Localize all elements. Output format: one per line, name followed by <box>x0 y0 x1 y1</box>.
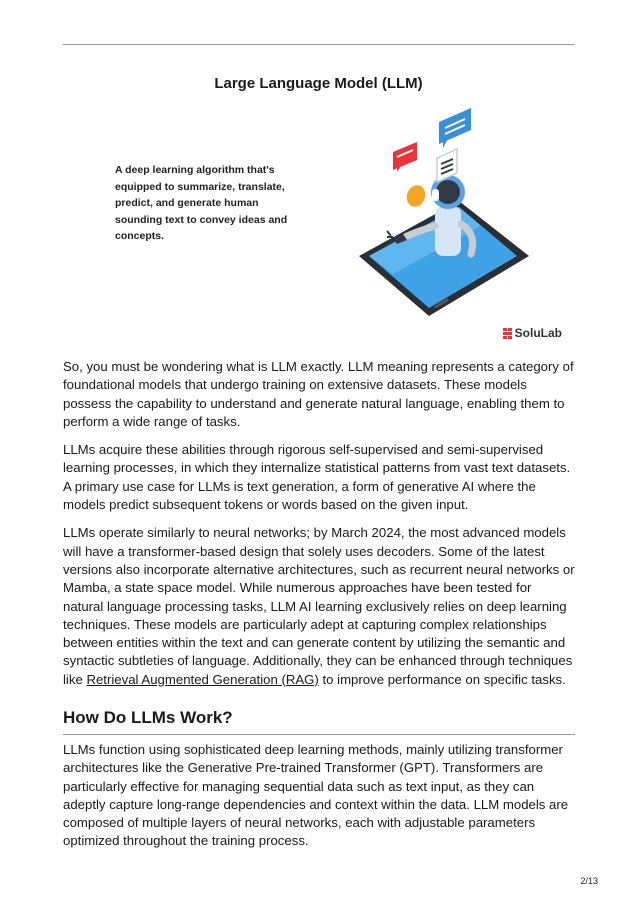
figure-title: Large Language Model (LLM) <box>214 75 423 92</box>
paragraph-1: So, you must be wondering what is LLM exactly. LLM meaning represents a category of foundational models that undergo training on extensive datasets. These models possess the capability to understand and generate natural language, enabling them to perform a wide range of tasks. <box>63 359 574 429</box>
brand-name: SoluLab <box>514 326 562 340</box>
page-number: 2/13 <box>580 876 598 886</box>
top-divider <box>63 44 574 45</box>
paragraph-2: LLMs acquire these abilities through rigorous self-supervised and semi-supervised learning processes, in which they internalize statistical patterns from vast text datasets. A primary use case for LLMs is text generation, a form of generative AI where the models predict subsequent tokens or words based on the given input. <box>63 442 571 513</box>
paragraph-3-tail: to improve performance on specific tasks. <box>318 671 566 687</box>
solulab-logo <box>503 326 562 340</box>
rag-link[interactable]: Retrieval Augmented Generation (RAG) <box>86 671 319 687</box>
paragraph-3 <box>63 524 575 689</box>
article-body <box>63 358 575 699</box>
paragraph-3-text: LLMs operate similarly to neural networks; by March 2024, the most advanced models will have a transformer-based design that solely uses decoders. Some of the latest versions also incorporate alternative architectures, such as recurrent neural networks or Mamba, a state space model. While numerous approaches have been tested for natural language processing tasks, LLM AI learning exclusively relies on deep learning techniques. These models are particularly adept at capturing complex relationships between entities within the text and can generate content by utilizing the semantic and syntactic subtleties of language. Additionally, they can be enhanced through techniques like <box>63 525 575 687</box>
hero-figure <box>63 62 574 352</box>
solulab-logo-icon <box>503 328 512 339</box>
robot-on-smartphone-chat-icon <box>331 106 531 328</box>
section-paragraph: LLMs function using sophisticated deep learning methods, mainly utilizing transformer architectures like the Generative Pre-trained Transformer (GPT). Transformers are particularly effective for managing sequential data such as text input, as they can adeptly capture long-range dependencies and context within the data. LLM models are composed of multiple layers of neural networks, each with adjustable parameters optimized throughout the training process. <box>63 742 569 849</box>
figure-description: A deep learning algorithm that's equipped to summarize, translate, predict, and generate human sounding text to convey ideas and concepts. <box>115 164 288 242</box>
section-heading: How Do LLMs Work? <box>63 708 575 735</box>
section-body <box>63 741 575 851</box>
